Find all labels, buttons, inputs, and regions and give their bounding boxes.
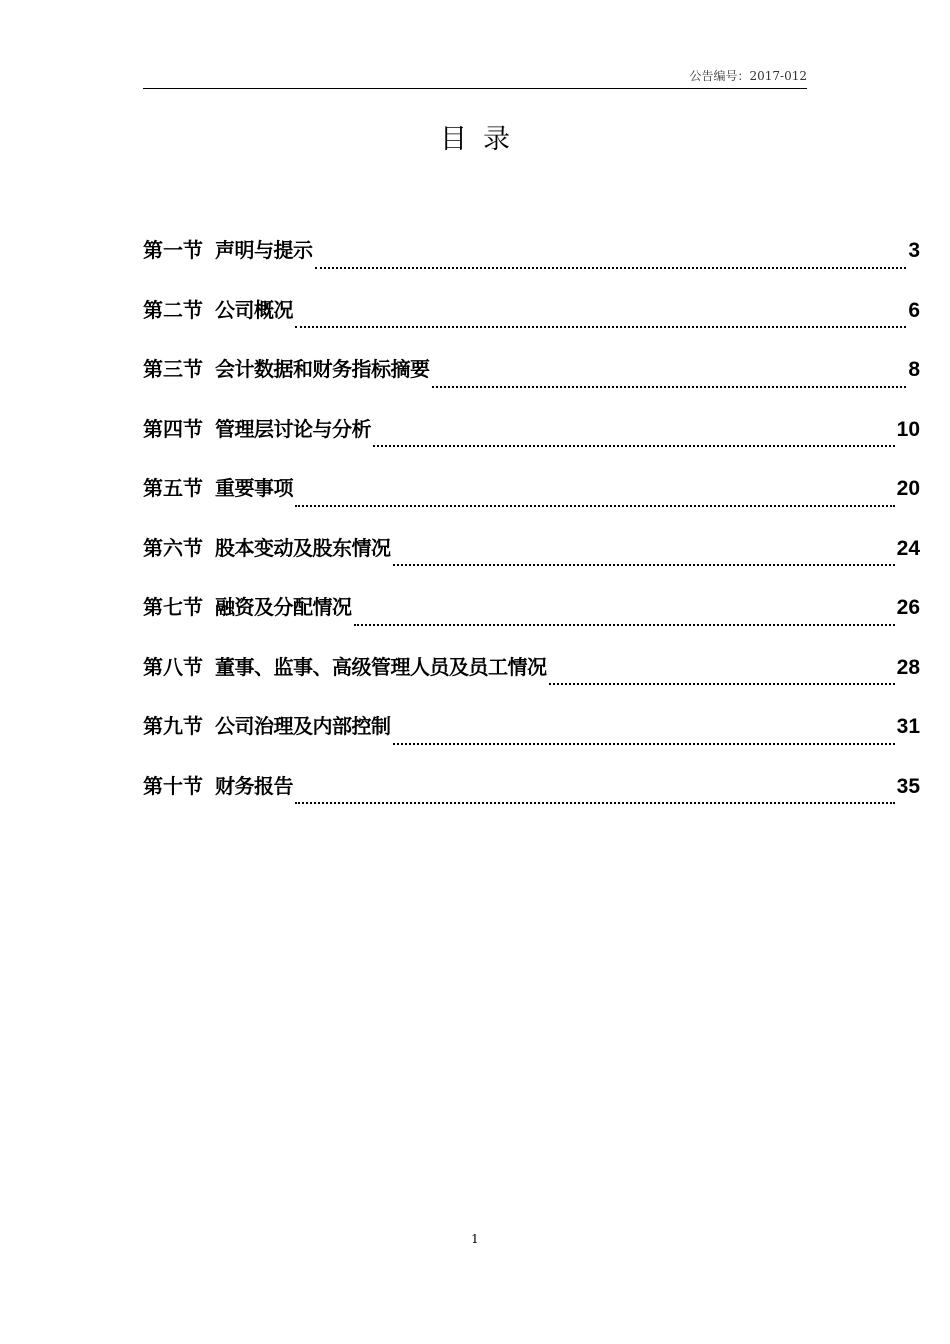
toc-heading: 声明与提示 xyxy=(215,238,313,262)
toc-section-label: 第二节 xyxy=(143,297,203,322)
toc-entry-4[interactable] xyxy=(143,414,920,474)
toc-entry-3[interactable] xyxy=(143,354,920,414)
toc-page-number: 28 xyxy=(896,655,920,679)
toc-entry-6[interactable] xyxy=(143,533,920,593)
toc-page-number: 3 xyxy=(908,239,920,262)
toc-page-number: 26 xyxy=(896,596,920,619)
toc-page-number: 6 xyxy=(908,298,920,322)
toc-dot-leader xyxy=(295,802,895,804)
toc-entry-7[interactable] xyxy=(143,592,920,652)
footer-page-number: 1 xyxy=(471,1232,479,1246)
toc-section-label: 第三节 xyxy=(143,357,203,381)
toc-dot-leader xyxy=(393,743,895,745)
toc-heading: 董事、监事、高级管理人员及员工情况 xyxy=(215,654,547,679)
toc-page-number: 31 xyxy=(896,715,920,738)
toc-title: 目录 xyxy=(440,124,526,155)
toc-entry-1[interactable] xyxy=(143,235,920,295)
toc-heading: 公司治理及内部控制 xyxy=(215,714,391,738)
toc-heading: 财务报告 xyxy=(215,773,293,798)
toc-entry-8[interactable] xyxy=(143,652,920,712)
toc-entry-9[interactable] xyxy=(143,711,920,771)
toc-heading: 融资及分配情况 xyxy=(215,595,352,619)
toc-dot-leader xyxy=(315,267,907,269)
toc-entry-5[interactable] xyxy=(143,473,920,533)
toc-entry-2[interactable] xyxy=(143,295,920,355)
toc-section-label: 第七节 xyxy=(143,595,203,619)
toc-heading: 会计数据和财务指标摘要 xyxy=(215,357,430,381)
announcement-number: 公告编号：2017-012 xyxy=(689,69,807,83)
toc-section-label: 第十节 xyxy=(143,773,203,798)
toc-dot-leader xyxy=(393,564,895,566)
toc-entry-10[interactable] xyxy=(143,771,920,831)
toc-page-number: 10 xyxy=(896,417,920,441)
toc-dot-leader xyxy=(432,386,907,388)
toc-heading: 公司概况 xyxy=(215,297,293,322)
toc-dot-leader xyxy=(295,326,906,328)
toc-page-number: 20 xyxy=(896,477,920,500)
toc-page-number: 35 xyxy=(896,774,920,798)
header-divider xyxy=(143,88,807,89)
toc-heading: 管理层讨论与分析 xyxy=(215,416,371,441)
toc-list xyxy=(143,235,920,830)
toc-section-label: 第九节 xyxy=(143,714,203,738)
toc-dot-leader xyxy=(295,505,895,507)
toc-section-label: 第八节 xyxy=(143,654,203,679)
toc-dot-leader xyxy=(549,683,895,685)
toc-section-label: 第五节 xyxy=(143,476,203,500)
toc-section-label: 第一节 xyxy=(143,238,203,262)
toc-dot-leader xyxy=(373,445,895,447)
toc-heading: 重要事项 xyxy=(215,476,293,500)
toc-section-label: 第四节 xyxy=(143,416,203,441)
toc-dot-leader xyxy=(354,624,895,626)
toc-heading: 股本变动及股东情况 xyxy=(215,535,391,560)
toc-section-label: 第六节 xyxy=(143,535,203,560)
toc-page-number: 8 xyxy=(908,358,920,381)
toc-page-number: 24 xyxy=(896,536,920,560)
